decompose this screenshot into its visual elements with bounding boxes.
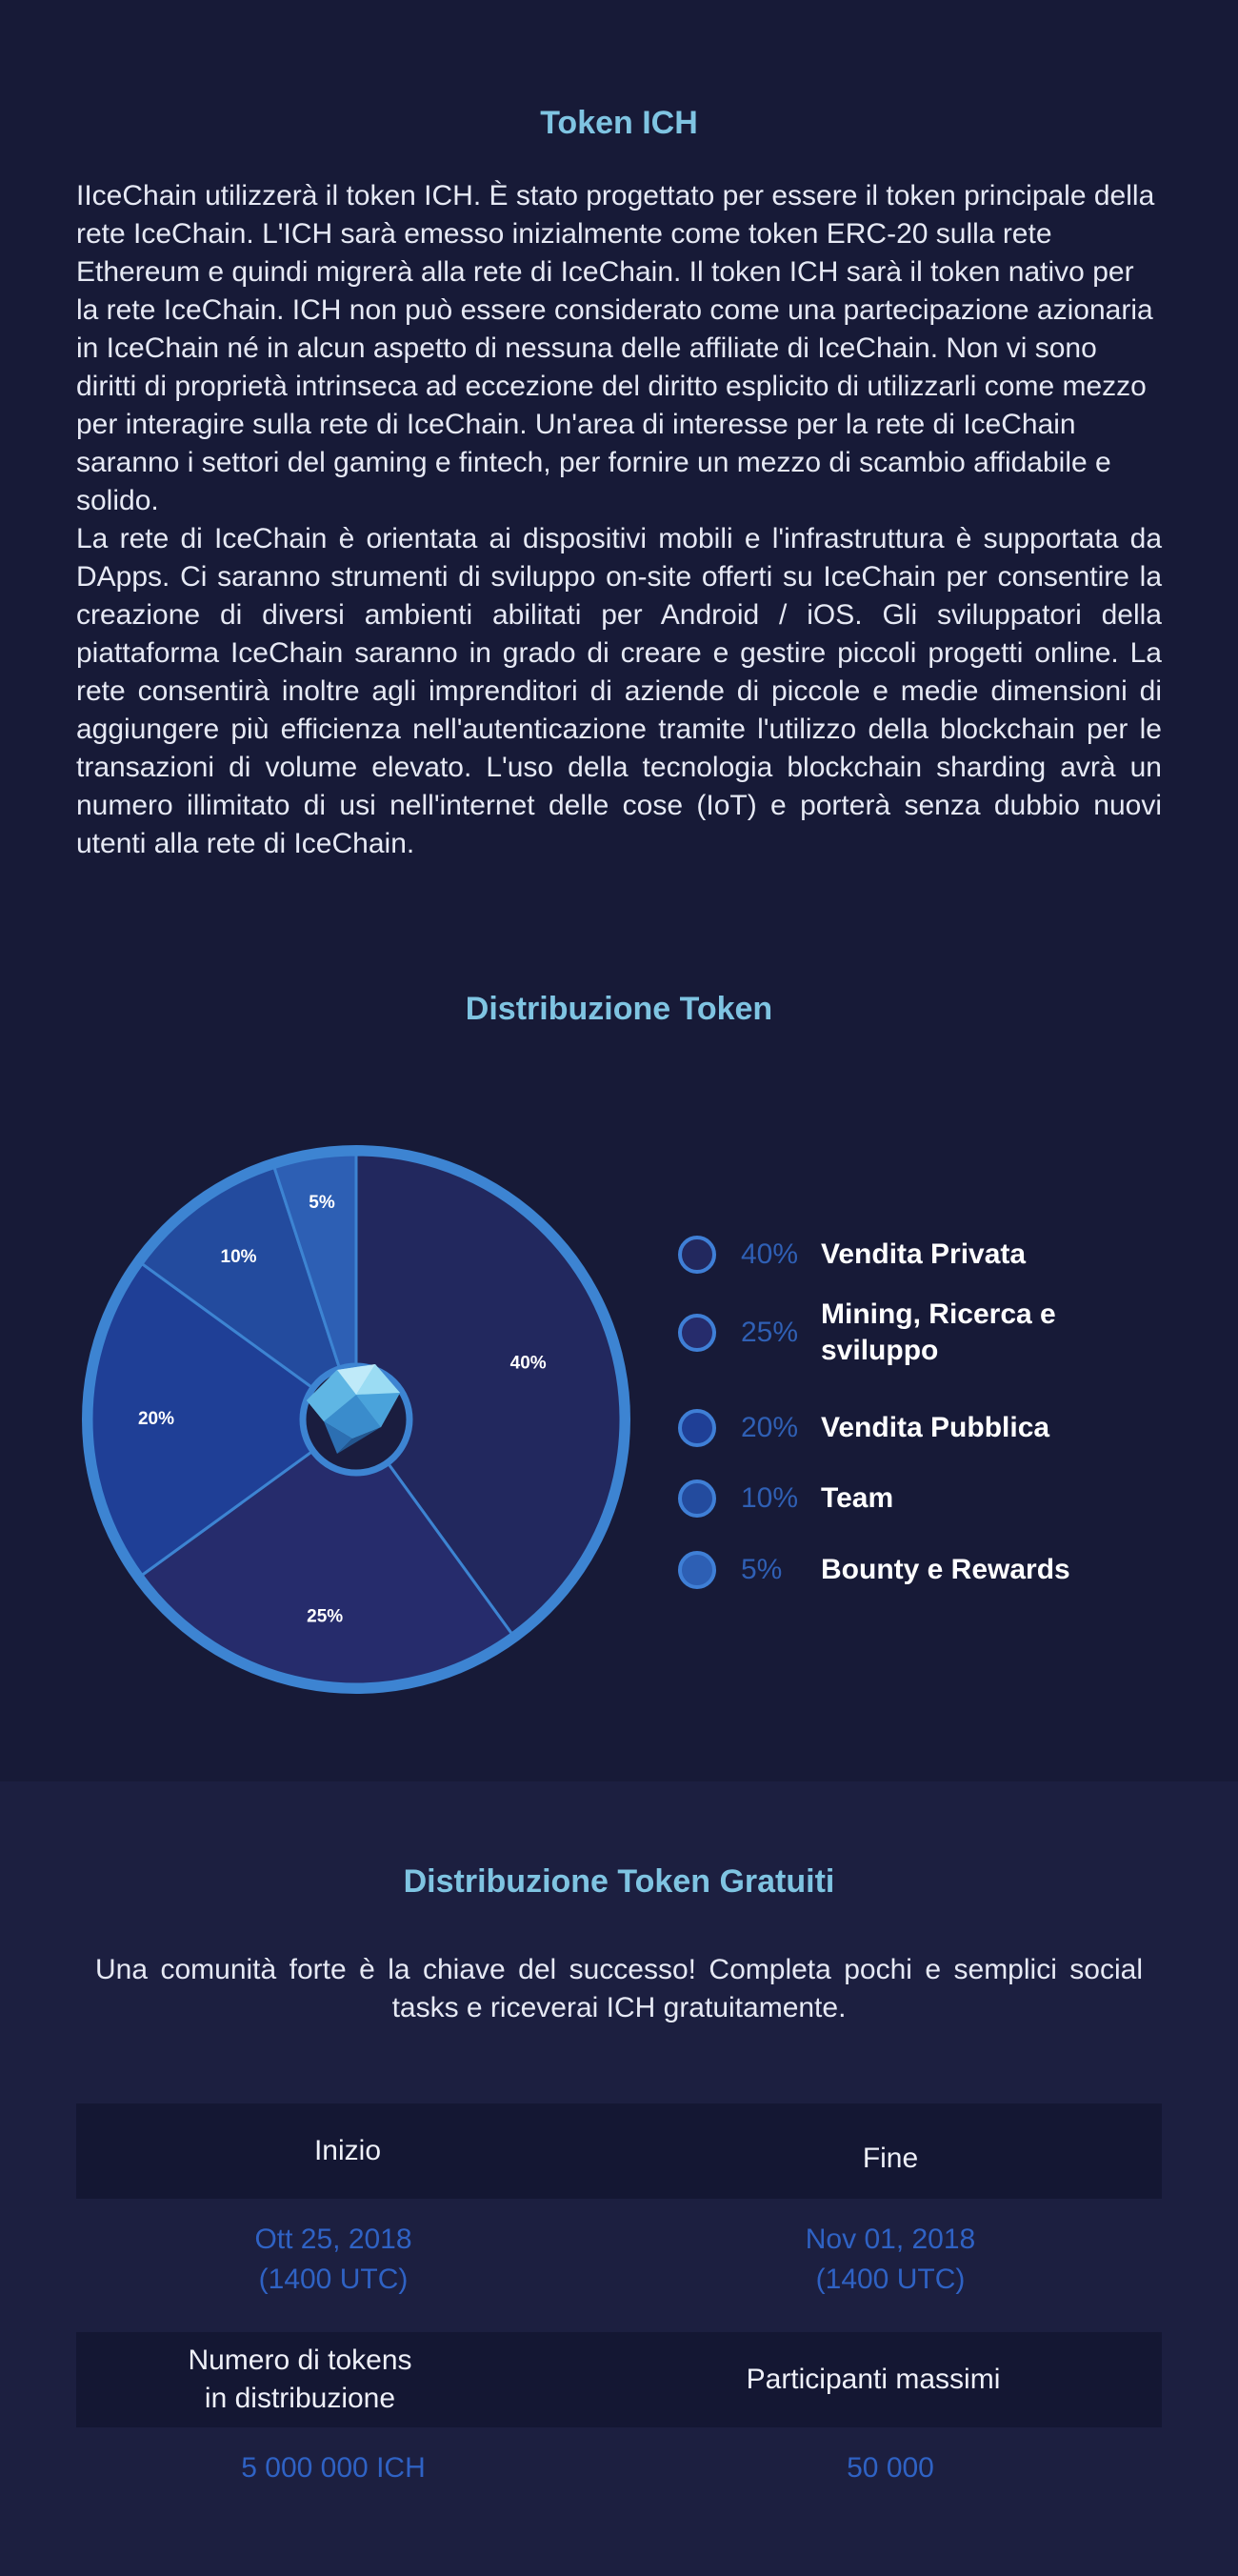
token-paragraph-2: La rete di IceChain è orientata ai dispositivi mobili e l'infrastruttura è supportata da DApps. Ci saranno strumenti di sviluppo on-site offerti su IceChain per consentire la creazione di diversi ambienti abilitati per Android / iOS. Gli sviluppatori della piattaforma IceChain saranno in grado di creare e gestire piccoli progetti online. La rete consentirà inoltre agli imprenditori di aziende di piccole e medie dimensioni di aggiungere più efficienza nell'autenticazione tramite l'utilizzo della blockchain per le transazioni di volume elevato. L'uso della tecnologia blockchain sharding avrà un numero illimitato di usi nell'internet delle cose (IoT) e porterà senza dubbio nuovi utenti alla rete di IceChain. — [76, 523, 1162, 859]
legend-label: Vendita Privata — [821, 1238, 1027, 1270]
end-header — [619, 2103, 1162, 2199]
end-header-label: Fine — [862, 2143, 919, 2174]
legend-dot — [678, 1551, 716, 1589]
start-header — [76, 2103, 619, 2199]
end-date-value: Nov 01, 2018 (1400 UTC) — [805, 2224, 976, 2295]
pie-slice-label: 10% — [220, 1247, 257, 1268]
legend-label: Bounty e Rewards — [821, 1554, 1070, 1585]
start-header-label: Inizio — [313, 2135, 382, 2166]
tokens-header — [76, 2332, 619, 2427]
token-paragraph-1: IIceChain utilizzerà il token ICH. È stato progettato per essere il token principale della rete IceChain. L'ICH sarà emesso inizialmente come token ERC-20 sulla rete Ethereum e quindi migrerà alla rete di IceChain. Il token ICH sarà il token nativo per la rete IceChain. ICH non può essere considerato come una partecipazione azionaria in IceChain né in alcun aspetto di nessuna delle affiliate di IceChain. Non vi sono diritti di proprietà intrinseca ad eccezione del diritto esplicito di utilizzarli come mezzo per interagire sulla rete di IceChain. Un'area di interesse per la rete di IceChain saranno i settori del gaming e fintech, per fornire un mezzo di scambio affidabile e solido. — [76, 180, 1155, 516]
tokens-header-label: Numero di tokens in distribuzione — [188, 2345, 412, 2414]
legend-dot — [678, 1409, 716, 1447]
token-title: Token ICH — [540, 105, 698, 141]
distribution-title: Distribuzione Token — [465, 991, 773, 1027]
free-distribution-intro: Una comunità forte è la chiave del successo! Completa pochi e semplici social tasks e riceverai ICH gratuitamente. — [95, 1954, 1143, 2023]
participants-header-label: Participanti massimi — [746, 2364, 1001, 2395]
participants-header — [619, 2332, 1162, 2427]
tokens-value: 5 000 000 ICH — [241, 2452, 426, 2484]
start-date-value: Ott 25, 2018 (1400 UTC) — [254, 2224, 412, 2295]
pie-slice-label: 5% — [309, 1192, 335, 1213]
legend-percent: 40% — [741, 1238, 799, 1270]
legend-percent: 10% — [741, 1482, 799, 1514]
legend-percent: 25% — [741, 1317, 799, 1348]
legend-item-bounty — [678, 1546, 1070, 1594]
distribution-pie-chart — [67, 1124, 648, 1696]
legend-item-team — [678, 1475, 894, 1522]
pie-slice-label: 25% — [307, 1606, 344, 1627]
legend-percent: 5% — [741, 1554, 783, 1585]
free-distribution-title: Distribuzione Token Gratuiti — [403, 1863, 835, 1900]
legend-dot — [678, 1314, 716, 1352]
legend-dot — [678, 1479, 716, 1518]
pie-slice-label: 20% — [137, 1409, 175, 1430]
legend-label: Team — [821, 1482, 894, 1514]
legend-dot — [678, 1236, 716, 1274]
pie-slice-label: 40% — [509, 1353, 547, 1374]
legend-item-vendita-pubblica — [678, 1404, 1050, 1452]
legend-percent: 20% — [741, 1412, 799, 1443]
participants-value: 50 000 — [847, 2452, 934, 2484]
legend-item-mining — [678, 1298, 1056, 1366]
legend-item-vendita-privata — [678, 1231, 1027, 1278]
legend-label: Mining, Ricerca e sviluppo — [821, 1298, 1056, 1366]
legend-label: Vendita Pubblica — [821, 1412, 1050, 1443]
